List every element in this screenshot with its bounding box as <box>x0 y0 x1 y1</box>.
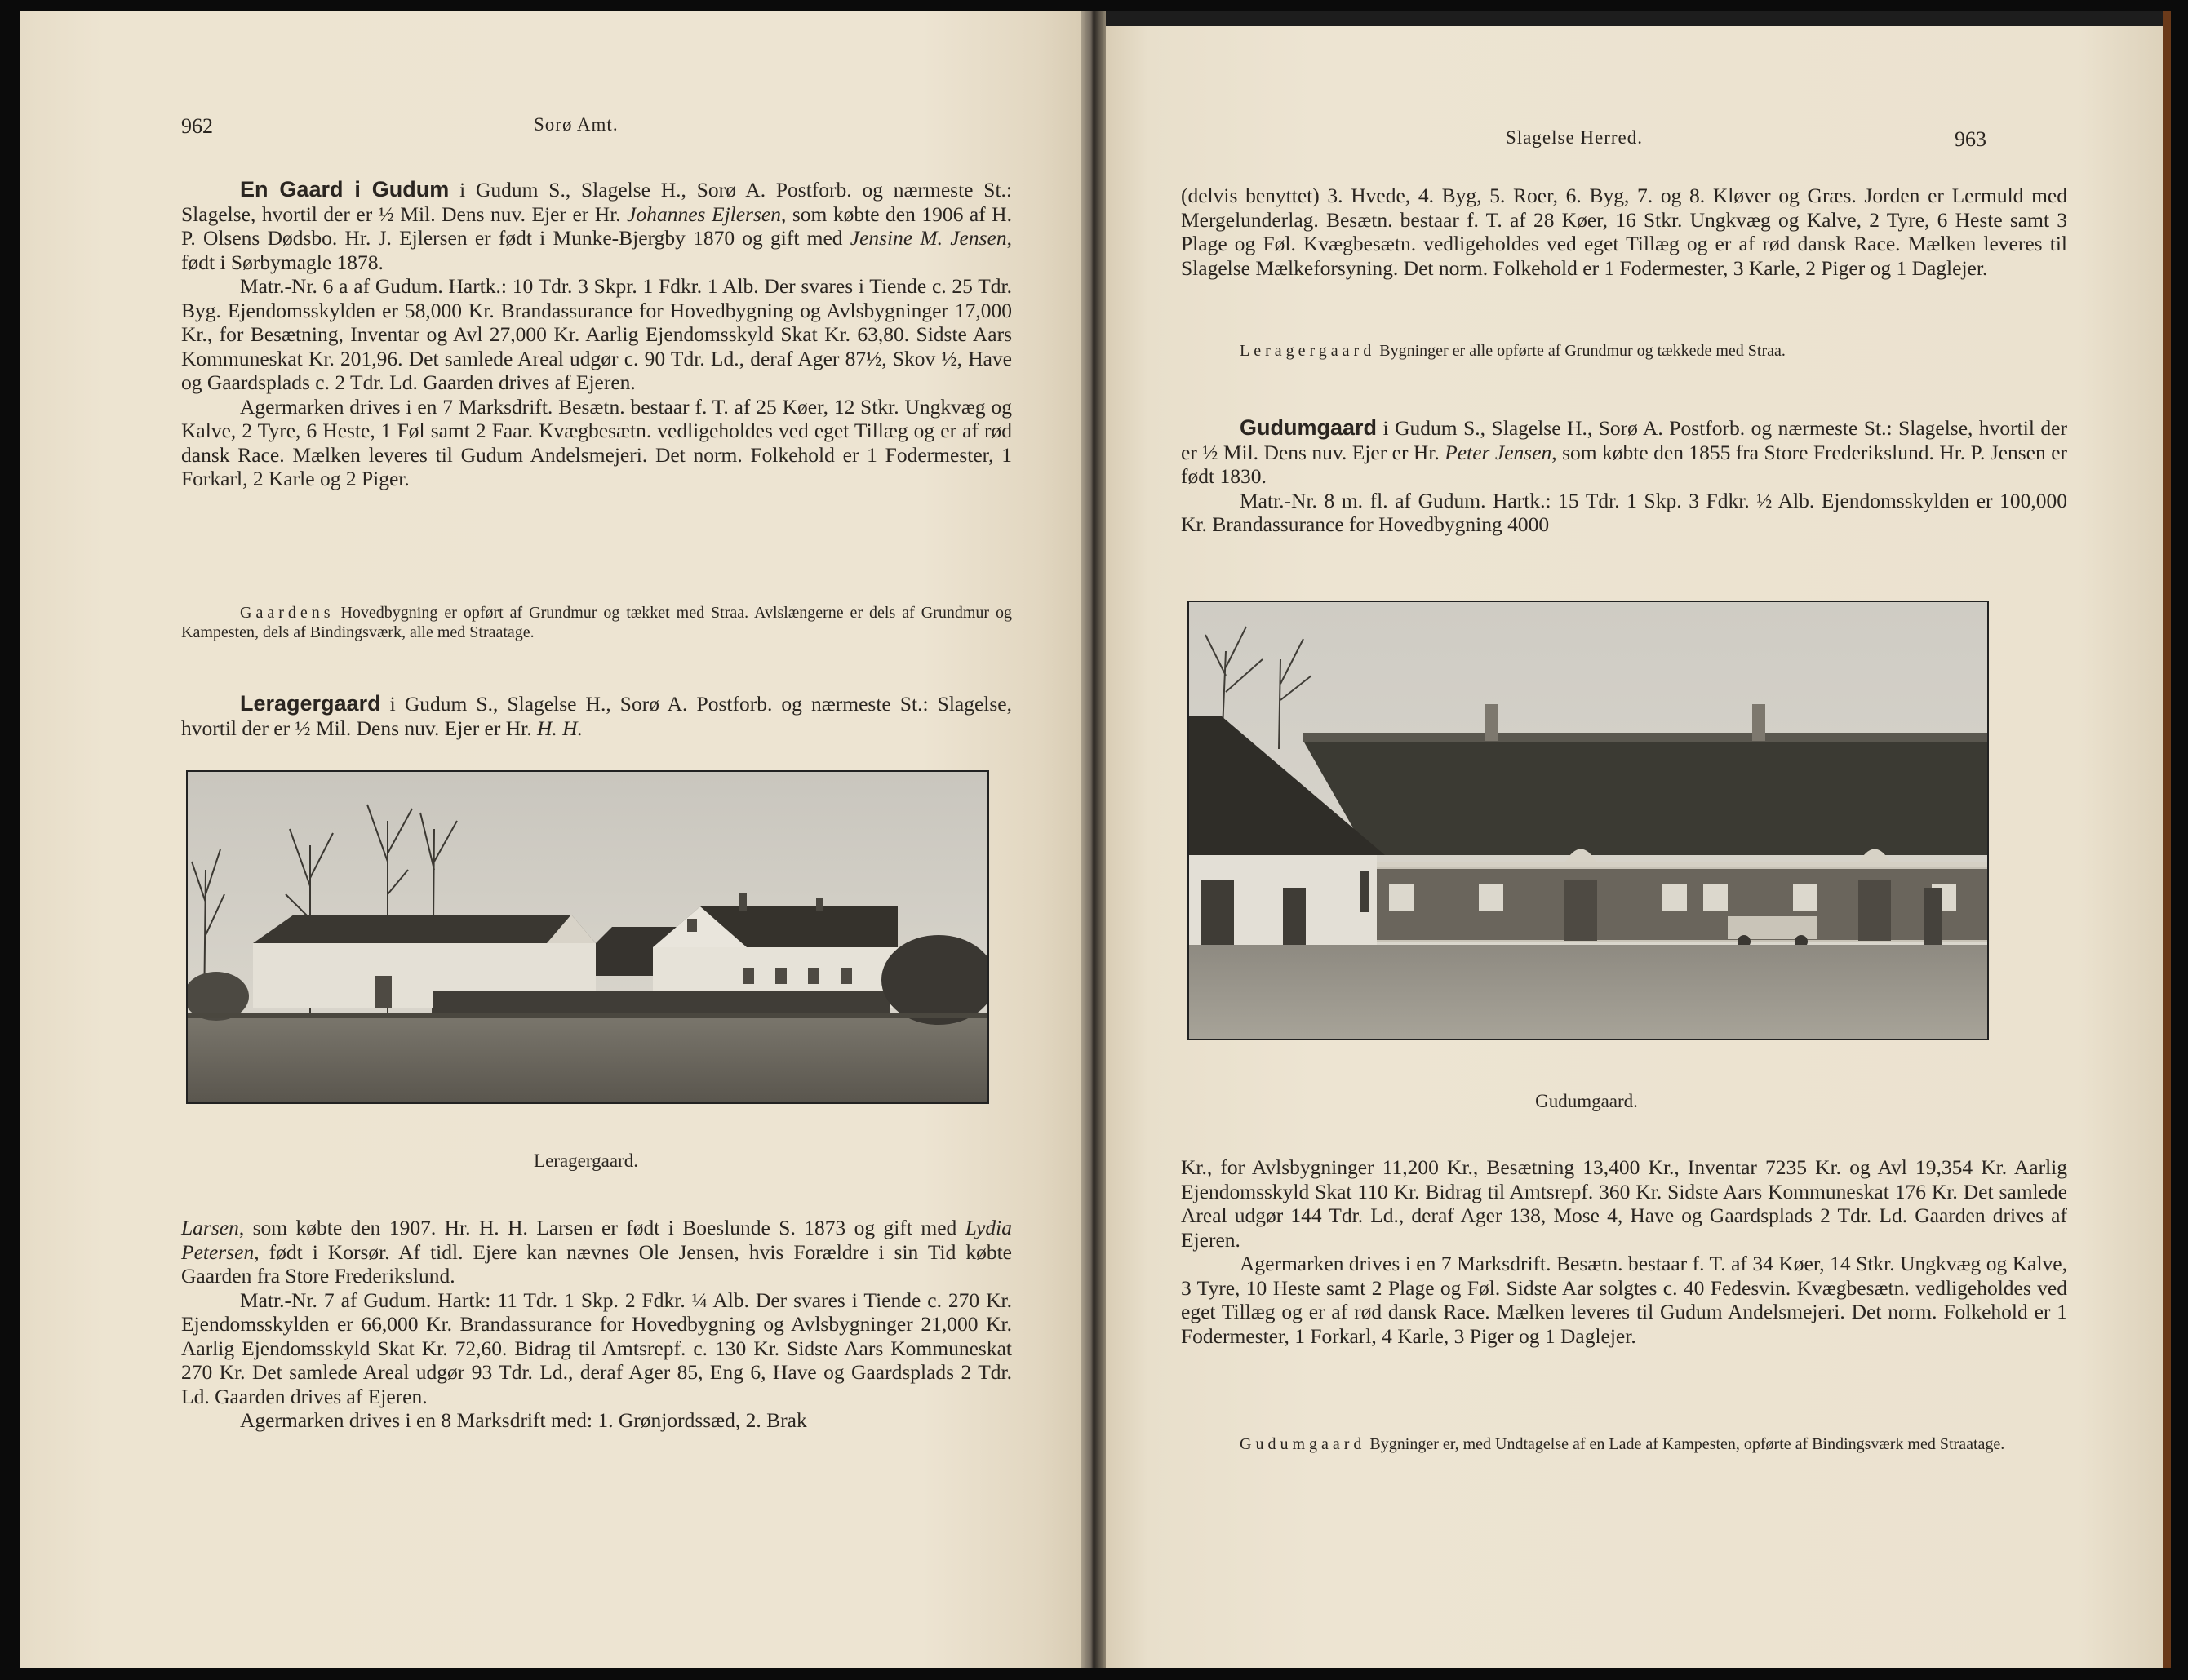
book-cover-edge <box>2163 11 2171 1668</box>
building-note: Gudumgaard Bygninger er, med Undtagelse af en Lade af Kampesten, opførte af Bindingsværk med Straatage. <box>1240 1435 2005 1453</box>
photo-caption: Gudumgaard. <box>1535 1091 1638 1111</box>
building-note: Leragergaard Bygninger er alle opførte af Grundmur og tækkede med Straa. <box>1240 342 1786 360</box>
entry-gudumgaard: Gudumgaard i Gudum S., Slagelse H., Sorø A. Postforb. og nærmeste St.: Slagelse, hvortil der er ½ Mil. Dens nuv. Ejer er Hr. Peter Jensen, som købte den 1855 fra Store Frederikslund. Hr. P. Jensen er født 1830. Matr.-Nr. 8 m. fl. af Gudum. Hartk.: 15 Tdr. 1 Skp. 3 Fdkr. ½ Alb. Ejendomsskylden er 100,000 Kr. Brandassurance for Hovedbygning 4000 <box>1181 415 2068 536</box>
paragraph: Agermarken drives i en 7 Marksdrift. Besætn. bestaar f. T. af 25 Køer, 12 Stkr. Ungkvæg og Kalve, 2 Tyre, 6 Heste, 1 Føl samt 2 Faar. Kvægbesætn. vedligeholdes ved eget Tillæg og er af rød dansk Race. Mælken leveres til Gudum Andelsmejeri. Det norm. Folkehold er 1 Fodermester, 1 Forkarl, 2 Karle og 2 Piger. <box>181 394 1012 490</box>
owner-name: Larsen <box>181 1216 239 1239</box>
entry-gudumgaard-continued: Kr., for Avlsbygninger 11,200 Kr., Besætning 13,400 Kr., Inventar 7235 Kr. og Avl 19,354 Kr. Aarlig Ejendomsskyld Skat 110 Kr. Bidrag til Amtsrepf. 360 Kr. Sidste Aars Kommuneskat 176 Kr. Det samlede Areal udgør 144 Tdr. Ld., deraf Ager 138, Mose 4, Have og Gaardsplads 2 Tdr. Ld. Gaarden drives af Ejeren. Agermarken drives i en 7 Marksdrift. Besætn. bestaar f. T. af 34 Køer, 14 Stkr. Ungkvæg og Kalve, 3 Tyre, 10 Heste samt 2 Plage og Føl. Sidste Aar solgtes c. 40 Fedesvin. Kvægbesætn. vedligeholdes ved eget Tillæg og er af rød dansk Race. Mælken leveres til Gudum Andelsmejeri. Det norm. Folkehold er 1 Fodermester, 1 Forkarl, 4 Karle, 3 Piger og 1 Daglejer. <box>1181 1155 2067 1348</box>
running-header: Slagelse Herred. <box>1506 127 1643 148</box>
book-gutter <box>1079 11 1106 1668</box>
entry-title: Gudumgaard <box>1240 415 1378 440</box>
wife-name: Lydia Petersen <box>181 1216 1012 1264</box>
photo-caption: Leragergaard. <box>534 1150 638 1171</box>
paragraph: En Gaard i Gudum i Gudum S., Slagelse H., Sorø A. Postforb. og nærmeste St.: Slagelse, hvortil der er ½ Mil. Dens nuv. Ejer er Hr. Johannes Ejlersen, som købte den 1906 af H. P. Olsens Dødsbo. Hr. J. Ejlersen er født i Munke-Bjergby 1870 og gift med Jensine M. Jensen, født i Sørbymagle 1878. <box>181 177 1012 274</box>
running-header: Sorø Amt. <box>534 114 619 135</box>
page-number: 963 <box>1955 127 1986 151</box>
paragraph: Agermarken drives i en 7 Marksdrift. Besætn. bestaar f. T. af 34 Køer, 14 Stkr. Ungkvæg og Kalve, 3 Tyre, 10 Heste samt 2 Plage og Føl. Sidste Aar solgtes c. 40 Fedesvin. Kvægbesætn. vedligeholdes ved eget Tillæg og er af rød dansk Race. Mælken leveres til Gudum Andelsmejeri. Det norm. Folkehold er 1 Fodermester, 1 Forkarl, 4 Karle, 3 Piger og 1 Daglejer. <box>1181 1252 2067 1348</box>
right-page <box>1106 11 2163 1668</box>
photo-leragergaard <box>186 770 989 1104</box>
farmhouse-photo <box>188 772 987 1102</box>
paragraph: Matr.-Nr. 6 a af Gudum. Hartk.: 10 Tdr. 3 Skpr. 1 Fdkr. 1 Alb. Der svares i Tiende c. 25 Tdr. Byg. Ejendomsskylden er 58,000 Kr. Brandassurance for Hovedbygning og Avlsbygninger 17,000 Kr., for Besætning, Inventar og Avl 27,000 Kr. Aarlig Ejendomsskyld Skat Kr. 63,80. Sidste Aars Kommuneskat Kr. 201,96. Det samlede Areal udgør c. 90 Tdr. Ld., deraf Ager 87½, Skov ½, Have og Gaardsplads c. 2 Tdr. Ld. Gaarden drives af Ejeren. <box>181 274 1012 394</box>
paragraph: Matr.-Nr. 7 af Gudum. Hartk: 11 Tdr. 1 Skp. 2 Fdkr. ¼ Alb. Der svares i Tiende c. 270 Kr. Ejendomsskylden er 66,000 Kr. Brandassurance for Hovedbygning og Avlsbygninger 21,000 Kr. Aarlig Ejendomsskyld Skat Kr. 72,60. Bidrag til Amtsrepf. c. 130 Kr. Sidste Aars Kommuneskat 270 Kr. Det samlede Areal udgør 93 Tdr. Ld., deraf Ager 85, Eng 6, Have og Gaardsplads 2 Tdr. Ld. Gaarden drives af Ejeren. <box>181 1288 1012 1408</box>
entry-leragergaard-start: Leragergaard i Gudum S., Slagelse H., Sorø A. Postforb. og nærmeste St.: Slagelse, hvortil der er ½ Mil. Dens nuv. Ejer er Hr. H. H. <box>181 691 1012 740</box>
owner-name: H. H. <box>537 716 583 740</box>
paragraph: Agermarken drives i en 8 Marksdrift med: 1. Grønjordssæd, 2. Brak <box>240 1408 807 1432</box>
owner-name: Peter Jensen <box>1445 440 1552 464</box>
photo-gudumgaard <box>1187 601 1989 1040</box>
entry-en-gaard-i-gudum <box>181 178 1012 491</box>
entry-title: En Gaard i Gudum <box>240 177 450 202</box>
entry-leragergaard-end: (delvis benyttet) 3. Hvede, 4. Byg, 5. Roer, 6. Byg, 7. og 8. Kløver og Græs. Jorden er Lermuld med Mergelunderlag. Besætn. bestaar f. T. af 28 Køer, 16 Stkr. Ungkvæg og Kalve, 2 Tyre, 6 Heste samt 3 Plage og Føl. Kvægbesætn. vedligeholdes ved eget Tillæg og er af rød dansk Race. Mælken leveres til Slagelse Mælkeforsyning. Det norm. Folkehold er 1 Fodermester, 3 Karle, 2 Piger og 1 Daglejer. <box>1181 184 2067 280</box>
left-page <box>20 11 1081 1668</box>
owner-name: Johannes Ejlersen <box>627 202 781 226</box>
page-number: 962 <box>181 114 213 138</box>
building-note: Gaardens Hovedbygning er opført af Grundmur og tækket med Straa. Avlslængerne er dels af Grundmur og Kampesten, dels af Bindingsværk, alle med Straatage. <box>181 604 1012 641</box>
farmhouse-photo <box>1189 602 1987 1039</box>
wife-name: Jensine M. Jensen <box>850 226 1007 250</box>
entry-leragergaard-continued: Larsen, som købte den 1907. Hr. H. H. Larsen er født i Boeslunde S. 1873 og gift med Lydia Petersen, født i Korsør. Af tidl. Ejere kan nævnes Ole Jensen, hvis Forældre i sin Tid købte Gaarden fra Store Frederikslund. Matr.-Nr. 7 af Gudum. Hartk: 11 Tdr. 1 Skp. 2 Fdkr. ¼ Alb. Der svares i Tiende c. 270 Kr. Ejendomsskylden er 66,000 Kr. Brandassurance for Hovedbygning og Avlsbygninger 21,000 Kr. Aarlig Ejendomsskyld Skat Kr. 72,60. Bidrag til Amtsrepf. c. 130 Kr. Sidste Aars Kommuneskat 270 Kr. Det samlede Areal udgør 93 Tdr. Ld., deraf Ager 85, Eng 6, Have og Gaardsplads 2 Tdr. Ld. Gaarden drives af Ejeren. Agermarken drives i en 8 Marksdrift med: 1. Grønjordssæd, 2. Brak <box>181 1216 1012 1432</box>
entry-title: Leragergaard <box>240 691 381 716</box>
paragraph: Matr.-Nr. 8 m. fl. af Gudum. Hartk.: 15 Tdr. 1 Skp. 3 Fdkr. ½ Alb. Ejendomsskylden er 100,000 Kr. Brandassurance for Hovedbygning 4000 <box>1181 488 2067 536</box>
